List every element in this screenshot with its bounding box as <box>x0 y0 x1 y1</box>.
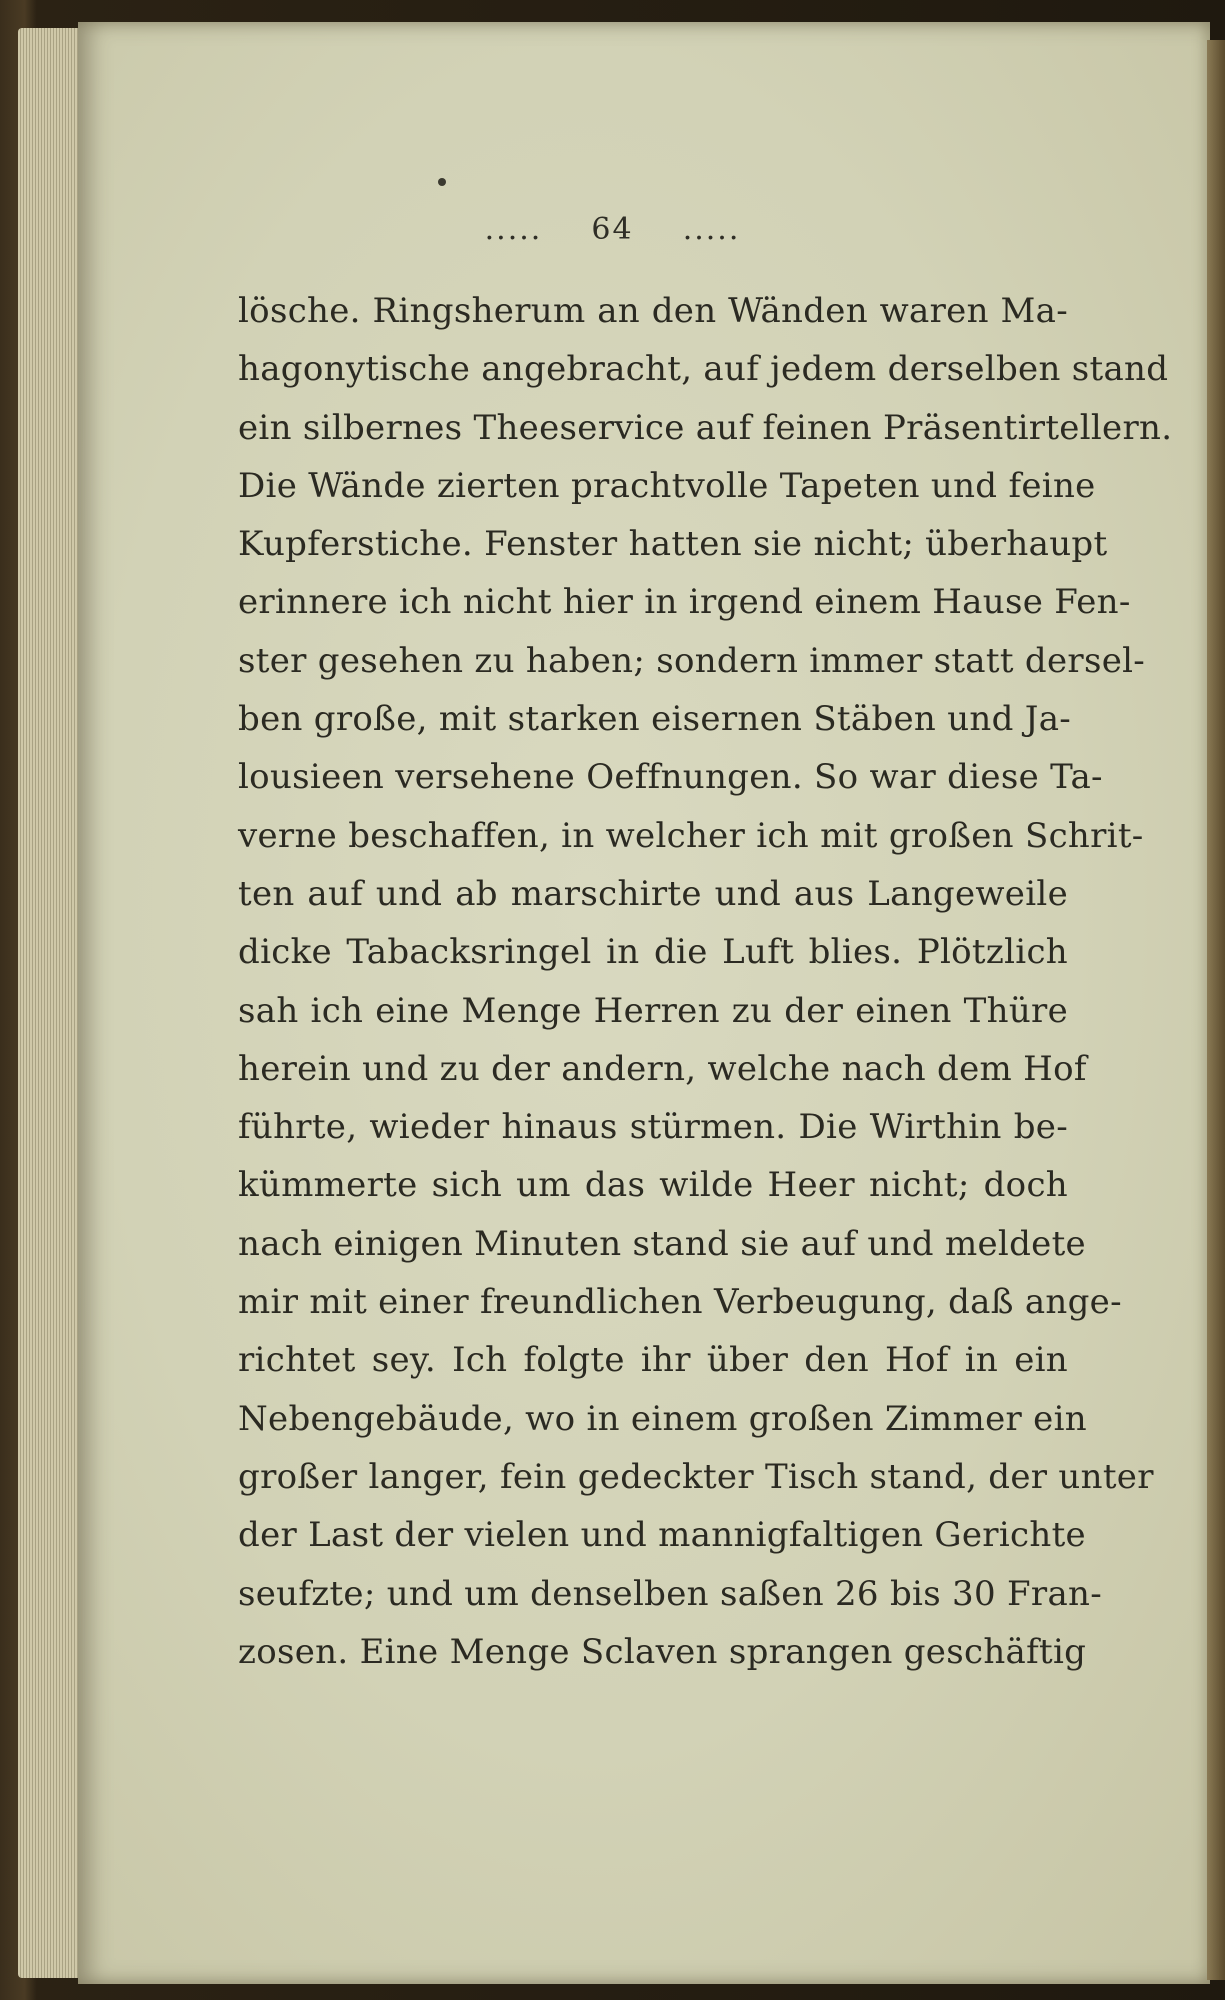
page-header <box>0 212 1225 247</box>
text-line: nach einigen Minuten stand sie auf und meldete <box>238 1223 1086 1264</box>
text-line: Nebengebäude, wo in einem großen Zimmer ein <box>238 1398 1087 1439</box>
text-line: seufzte; und um denselben saßen 26 bis 30 Fran- <box>238 1573 1103 1614</box>
text-line: richtet sey. Ich folgte ihr über den Hof in ein <box>238 1340 1068 1381</box>
text-line: großer langer, fein gedeckter Tisch stand, der unter <box>238 1456 1154 1497</box>
page-edges <box>18 28 80 1978</box>
ink-speck <box>438 178 446 186</box>
text-line: ben große, mit starken eisernen Stäben und Ja- <box>238 699 1072 740</box>
text-line: kümmerte sich um das wilde Heer nicht; doch <box>238 1165 1068 1206</box>
text-line: dicke Tabacksringel in die Luft blies. Plötzlich <box>238 932 1068 973</box>
text-line: ster gesehen zu haben; sondern immer statt dersel- <box>238 640 1146 681</box>
text-line: sah ich eine Menge Herren zu der einen Thüre <box>238 990 1068 1031</box>
text-line: hagonytische angebracht, auf jedem derselben stand <box>238 349 1169 390</box>
text-line: verne beschaffen, in welcher ich mit großen Schrit- <box>238 815 1144 856</box>
text-line: lousieen versehene Oeffnungen. So war diese Ta- <box>238 757 1103 798</box>
text-line: Kupferstiche. Fenster hatten sie nicht; überhaupt <box>238 524 1108 565</box>
header-dots-right: ..... <box>682 212 741 247</box>
text-line: Die Wände zierten prachtvolle Tapeten und feine <box>238 465 1096 506</box>
text-line: der Last der vielen und mannigfaltigen Gerichte <box>238 1515 1086 1556</box>
header-dots-left: ..... <box>484 212 543 247</box>
text-line: erinnere ich nicht hier in irgend einem Hause Fen- <box>238 582 1131 623</box>
text-line: herein und zu der andern, welche nach dem Hof <box>238 1048 1087 1089</box>
page-number: 64 <box>591 212 634 247</box>
text-line: ein silbernes Theeservice auf feinen Präsentirtellern. <box>238 407 1173 448</box>
text-line: lösche. Ringsherum an den Wänden waren Ma- <box>238 291 1068 331</box>
facing-page-edge <box>1207 40 1225 1980</box>
text-line: führte, wieder hinaus stürmen. Die Wirthin be- <box>238 1107 1068 1148</box>
text-line: ten auf und ab marschirte und aus Langeweile <box>238 873 1068 914</box>
text-line: zosen. Eine Menge Sclaven sprangen geschäftig <box>238 1631 1087 1672</box>
text-line: mir mit einer freundlichen Verbeugung, daß ange- <box>238 1282 1122 1323</box>
body-text <box>238 282 1173 1681</box>
